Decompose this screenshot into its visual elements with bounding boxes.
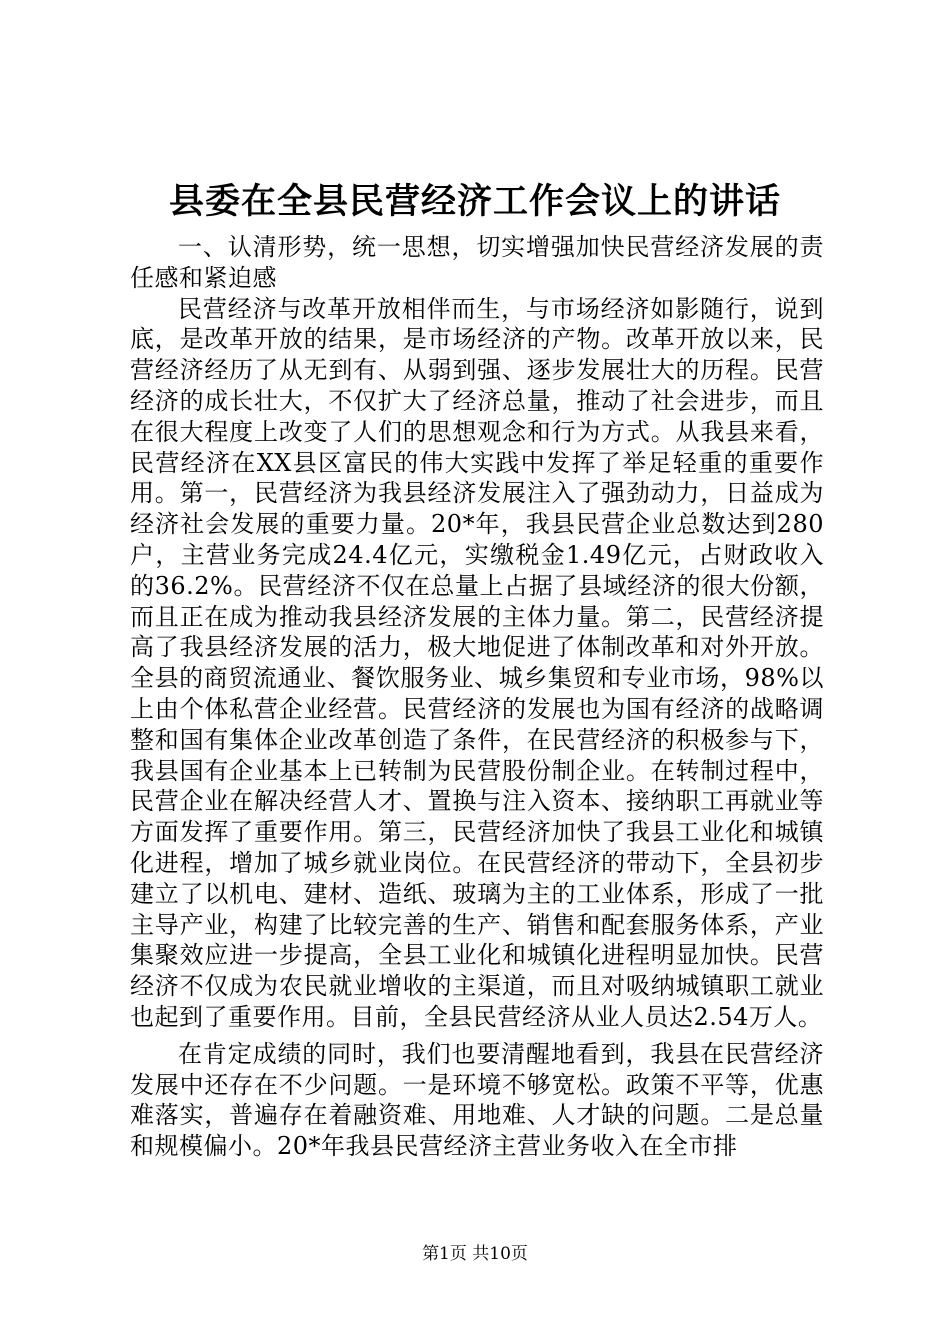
document-title: 县委在全县民营经济工作会议上的讲话	[168, 181, 781, 222]
section-heading: 一、认清形势，统一思想，切实增强加快民营经济发展的责任感和紧迫感	[130, 233, 824, 292]
body-paragraph: 在肯定成绩的同时，我们也要清醒地看到，我县在民营经济发展中还存在不少问题。一是环境不够宽松。政策不平等，优惠难落实，普遍存在着融资难、用地难、人才缺的问题。二是总量和规模偏小。20*年我县民营经济主营业务收入在全市排	[130, 1039, 824, 1161]
body-paragraph: 民营经济与改革开放相伴而生，与市场经济如影随行，说到底，是改革开放的结果，是市场经济的产物。改革开放以来，民营经济经历了从无到有、从弱到强、逐步发展壮大的历程。民营经济的成长壮大，不仅扩大了经济总量，推动了社会进步，而且在很大程度上改变了人们的思想观念和行为方式。从我县来看，民营经济在XX县区富民的伟大实践中发挥了举足轻重的重要作用。第一，民营经济为我县经济发展注入了强劲动力，日益成为经济社会发展的重要力量。20*年，我县民营企业总数达到280户，主营业务完成24.4亿元，实缴税金1.49亿元，占财政收入的36.2%。民营经济不仅在总量上占据了县域经济的很大份额，而且正在成为推动我县经济发展的主体力量。第二，民营经济提高了我县经济发展的活力，极大地促进了体制改革和对外开放。全县的商贸流通业、餐饮服务业、城乡集贸和专业市场，98%以上由个体私营企业经营。民营经济的发展也为国有经济的战略调整和国有集体企业改革创造了条件，在民营经济的积极参与下，我县国有企业基本上已转制为民营股份制企业。在转制过程中，民营企业在解决经营人才、置换与注入资本、接纳职工再就业等方面发挥了重要作用。第三，民营经济加快了我县工业化和城镇化进程，增加了城乡就业岗位。在民营经济的带动下，全县初步建立了以机电、建材、造纸、玻璃为主的工业体系，形成了一批主导产业，构建了比较完善的生产、销售和配套服务体系，产业集聚效应进一步提高，全县工业化和城镇化进程明显加快。民营经济不仅成为农民就业增收的主渠道，而且对吸纳城镇职工就业也起到了重要作用。目前，全县民营经济从业人员达2.54万人。	[130, 294, 824, 1031]
page-number: 第1页 共10页	[422, 1244, 528, 1264]
document-body	[130, 232, 824, 1162]
